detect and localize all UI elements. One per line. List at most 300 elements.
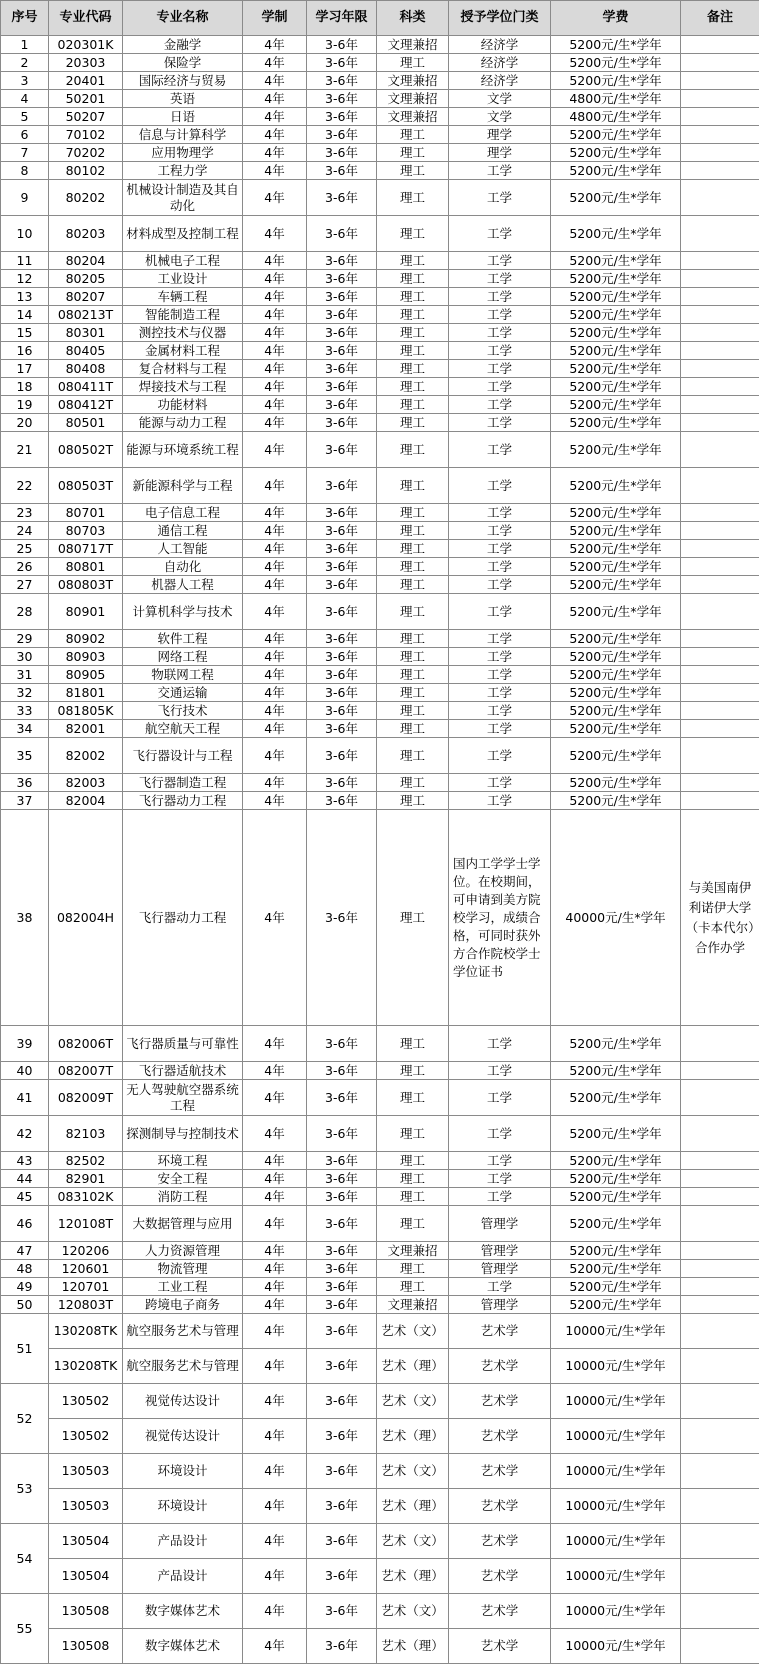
table-row [1, 1594, 759, 1629]
cell-fee: 5200元/生*学年 [551, 522, 681, 540]
cell-length: 4年 [243, 72, 307, 90]
cell-code: 130208TK [49, 1349, 123, 1384]
cell-degree: 工学 [449, 432, 551, 468]
cell-name: 飞行器质量与可靠性 [123, 1026, 243, 1062]
table-row [1, 162, 759, 180]
cell-degree: 工学 [449, 1278, 551, 1296]
cell-name: 飞行器动力工程 [123, 810, 243, 1026]
cell-years: 3-6年 [307, 720, 377, 738]
cell-degree: 工学 [449, 630, 551, 648]
table-row [1, 1296, 759, 1314]
cell-fee: 10000元/生*学年 [551, 1454, 681, 1489]
cell-code: 130502 [49, 1419, 123, 1454]
cell-length: 4年 [243, 1524, 307, 1559]
cell-note [681, 36, 759, 54]
cell-degree: 管理学 [449, 1260, 551, 1278]
cell-years: 3-6年 [307, 522, 377, 540]
cell-years: 3-6年 [307, 1454, 377, 1489]
cell-note [681, 216, 759, 252]
cell-name: 视觉传达设计 [123, 1384, 243, 1419]
cell-category: 艺术（文） [377, 1454, 449, 1489]
cell-years: 3-6年 [307, 774, 377, 792]
cell-code: 20303 [49, 54, 123, 72]
cell-years: 3-6年 [307, 1080, 377, 1116]
cell-fee: 5200元/生*学年 [551, 324, 681, 342]
cell-length: 4年 [243, 414, 307, 432]
cell-index: 25 [1, 540, 49, 558]
cell-degree: 工学 [449, 684, 551, 702]
cell-category: 理工 [377, 720, 449, 738]
table-row [1, 1152, 759, 1170]
cell-years: 3-6年 [307, 1629, 377, 1664]
cell-length: 4年 [243, 288, 307, 306]
cell-length: 4年 [243, 108, 307, 126]
table-row [1, 792, 759, 810]
cell-code: 80202 [49, 180, 123, 216]
cell-code: 50201 [49, 90, 123, 108]
cell-years: 3-6年 [307, 1278, 377, 1296]
cell-code: 020301K [49, 36, 123, 54]
cell-code: 080213T [49, 306, 123, 324]
cell-name: 金融学 [123, 36, 243, 54]
table-row [1, 1188, 759, 1206]
cell-length: 4年 [243, 396, 307, 414]
cell-category: 理工 [377, 1116, 449, 1152]
table-row [1, 252, 759, 270]
cell-code: 130508 [49, 1594, 123, 1629]
table-row [1, 738, 759, 774]
header-index: 序号 [1, 1, 49, 36]
table-row [1, 306, 759, 324]
cell-category: 理工 [377, 180, 449, 216]
cell-years: 3-6年 [307, 216, 377, 252]
cell-index: 7 [1, 144, 49, 162]
table-row [1, 1629, 759, 1664]
cell-category: 理工 [377, 540, 449, 558]
cell-name: 飞行器设计与工程 [123, 738, 243, 774]
cell-code: 080412T [49, 396, 123, 414]
cell-note [681, 504, 759, 522]
cell-fee: 5200元/生*学年 [551, 630, 681, 648]
cell-length: 4年 [243, 1314, 307, 1349]
cell-length: 4年 [243, 1080, 307, 1116]
cell-code: 120701 [49, 1278, 123, 1296]
cell-code: 130504 [49, 1524, 123, 1559]
cell-note [681, 1349, 759, 1384]
cell-fee: 5200元/生*学年 [551, 666, 681, 684]
cell-length: 4年 [243, 144, 307, 162]
cell-note [681, 342, 759, 360]
cell-note [681, 90, 759, 108]
cell-fee: 10000元/生*学年 [551, 1314, 681, 1349]
cell-years: 3-6年 [307, 630, 377, 648]
cell-years: 3-6年 [307, 342, 377, 360]
cell-fee: 5200元/生*学年 [551, 432, 681, 468]
cell-length: 4年 [243, 180, 307, 216]
table-row [1, 216, 759, 252]
cell-degree: 工学 [449, 792, 551, 810]
cell-category: 理工 [377, 432, 449, 468]
table-row [1, 414, 759, 432]
cell-degree: 工学 [449, 360, 551, 378]
cell-index: 51 [1, 1314, 49, 1384]
cell-fee: 5200元/生*学年 [551, 504, 681, 522]
table-row [1, 1349, 759, 1384]
cell-note [681, 1260, 759, 1278]
cell-years: 3-6年 [307, 1170, 377, 1188]
table-row [1, 1559, 759, 1594]
cell-index: 36 [1, 774, 49, 792]
cell-name: 车辆工程 [123, 288, 243, 306]
table-row [1, 288, 759, 306]
cell-length: 4年 [243, 1489, 307, 1524]
cell-note [681, 702, 759, 720]
cell-name: 无人驾驶航空器系统工程 [123, 1080, 243, 1116]
cell-index: 3 [1, 72, 49, 90]
cell-length: 4年 [243, 324, 307, 342]
cell-category: 理工 [377, 594, 449, 630]
cell-name: 物联网工程 [123, 666, 243, 684]
table-row [1, 774, 759, 792]
cell-code: 82502 [49, 1152, 123, 1170]
cell-degree: 工学 [449, 324, 551, 342]
cell-index: 15 [1, 324, 49, 342]
cell-length: 4年 [243, 504, 307, 522]
cell-fee: 5200元/生*学年 [551, 684, 681, 702]
cell-degree: 工学 [449, 252, 551, 270]
cell-name: 智能制造工程 [123, 306, 243, 324]
cell-index: 27 [1, 576, 49, 594]
cell-code: 82002 [49, 738, 123, 774]
cell-fee: 5200元/生*学年 [551, 396, 681, 414]
header-length: 学制 [243, 1, 307, 36]
cell-index: 34 [1, 720, 49, 738]
cell-note [681, 1116, 759, 1152]
cell-name: 跨境电子商务 [123, 1296, 243, 1314]
cell-fee: 5200元/生*学年 [551, 1296, 681, 1314]
cell-years: 3-6年 [307, 558, 377, 576]
cell-category: 理工 [377, 504, 449, 522]
cell-length: 4年 [243, 468, 307, 504]
table-row [1, 270, 759, 288]
cell-category: 艺术（文） [377, 1594, 449, 1629]
cell-length: 4年 [243, 648, 307, 666]
cell-length: 4年 [243, 1152, 307, 1170]
cell-code: 82001 [49, 720, 123, 738]
cell-degree: 工学 [449, 558, 551, 576]
cell-years: 3-6年 [307, 540, 377, 558]
cell-index: 35 [1, 738, 49, 774]
cell-code: 80903 [49, 648, 123, 666]
cell-length: 4年 [243, 378, 307, 396]
cell-fee: 5200元/生*学年 [551, 468, 681, 504]
cell-note [681, 396, 759, 414]
table-row [1, 54, 759, 72]
cell-length: 4年 [243, 252, 307, 270]
cell-index: 33 [1, 702, 49, 720]
cell-index: 52 [1, 1384, 49, 1454]
cell-code: 70202 [49, 144, 123, 162]
cell-index: 20 [1, 414, 49, 432]
cell-fee: 5200元/生*学年 [551, 1278, 681, 1296]
cell-years: 3-6年 [307, 324, 377, 342]
cell-code: 81801 [49, 684, 123, 702]
cell-index: 19 [1, 396, 49, 414]
cell-years: 3-6年 [307, 738, 377, 774]
cell-fee: 5200元/生*学年 [551, 648, 681, 666]
cell-length: 4年 [243, 1188, 307, 1206]
cell-note [681, 324, 759, 342]
cell-index: 18 [1, 378, 49, 396]
cell-fee: 5200元/生*学年 [551, 1206, 681, 1242]
cell-index: 24 [1, 522, 49, 540]
cell-name: 物流管理 [123, 1260, 243, 1278]
cell-name: 能源与环境系统工程 [123, 432, 243, 468]
cell-fee: 5200元/生*学年 [551, 702, 681, 720]
cell-fee: 5200元/生*学年 [551, 1116, 681, 1152]
cell-fee: 5200元/生*学年 [551, 738, 681, 774]
cell-years: 3-6年 [307, 1349, 377, 1384]
table-row [1, 630, 759, 648]
cell-length: 4年 [243, 792, 307, 810]
cell-name: 日语 [123, 108, 243, 126]
cell-category: 理工 [377, 1206, 449, 1242]
cell-note [681, 1026, 759, 1062]
cell-index: 43 [1, 1152, 49, 1170]
cell-note [681, 180, 759, 216]
cell-name: 金属材料工程 [123, 342, 243, 360]
cell-index: 30 [1, 648, 49, 666]
cell-degree: 工学 [449, 522, 551, 540]
cell-fee: 10000元/生*学年 [551, 1384, 681, 1419]
table-row [1, 342, 759, 360]
cell-code: 80703 [49, 522, 123, 540]
cell-code: 70102 [49, 126, 123, 144]
cell-years: 3-6年 [307, 1062, 377, 1080]
cell-note [681, 558, 759, 576]
cell-degree: 艺术学 [449, 1524, 551, 1559]
cell-category: 理工 [377, 126, 449, 144]
cell-index: 31 [1, 666, 49, 684]
cell-name: 人力资源管理 [123, 1242, 243, 1260]
cell-index: 11 [1, 252, 49, 270]
cell-code: 82901 [49, 1170, 123, 1188]
cell-note [681, 738, 759, 774]
cell-category: 文理兼招 [377, 108, 449, 126]
cell-name: 计算机科学与技术 [123, 594, 243, 630]
cell-category: 理工 [377, 576, 449, 594]
cell-length: 4年 [243, 720, 307, 738]
cell-length: 4年 [243, 1349, 307, 1384]
cell-code: 80701 [49, 504, 123, 522]
table-row [1, 180, 759, 216]
cell-note [681, 252, 759, 270]
cell-fee: 10000元/生*学年 [551, 1594, 681, 1629]
cell-code: 120601 [49, 1260, 123, 1278]
cell-degree: 工学 [449, 1116, 551, 1152]
cell-code: 130502 [49, 1384, 123, 1419]
cell-years: 3-6年 [307, 90, 377, 108]
cell-years: 3-6年 [307, 396, 377, 414]
cell-index: 32 [1, 684, 49, 702]
cell-degree: 国内工学学士学位。在校期间，可申请到美方院校学习，成绩合格，可同时获外方合作院校学士学位证书 [449, 810, 551, 1026]
cell-length: 4年 [243, 1170, 307, 1188]
cell-category: 理工 [377, 774, 449, 792]
cell-fee: 5200元/生*学年 [551, 1062, 681, 1080]
cell-name: 环境设计 [123, 1454, 243, 1489]
cell-degree: 工学 [449, 1062, 551, 1080]
table-row [1, 126, 759, 144]
cell-category: 理工 [377, 306, 449, 324]
cell-fee: 5200元/生*学年 [551, 342, 681, 360]
cell-length: 4年 [243, 54, 307, 72]
cell-name: 工业工程 [123, 1278, 243, 1296]
cell-note [681, 1080, 759, 1116]
cell-degree: 艺术学 [449, 1384, 551, 1419]
cell-years: 3-6年 [307, 72, 377, 90]
cell-years: 3-6年 [307, 702, 377, 720]
cell-length: 4年 [243, 702, 307, 720]
cell-fee: 5200元/生*学年 [551, 1260, 681, 1278]
cell-years: 3-6年 [307, 414, 377, 432]
cell-category: 艺术（理） [377, 1419, 449, 1454]
cell-fee: 5200元/生*学年 [551, 1170, 681, 1188]
cell-years: 3-6年 [307, 1419, 377, 1454]
cell-note [681, 72, 759, 90]
cell-name: 信息与计算科学 [123, 126, 243, 144]
cell-category: 艺术（理） [377, 1629, 449, 1664]
cell-category: 理工 [377, 144, 449, 162]
cell-index: 12 [1, 270, 49, 288]
cell-category: 理工 [377, 396, 449, 414]
table-row [1, 1314, 759, 1349]
cell-name: 测控技术与仪器 [123, 324, 243, 342]
cell-degree: 工学 [449, 738, 551, 774]
cell-years: 3-6年 [307, 810, 377, 1026]
cell-code: 82103 [49, 1116, 123, 1152]
table-row [1, 594, 759, 630]
cell-degree: 文学 [449, 108, 551, 126]
table-row [1, 360, 759, 378]
cell-code: 082009T [49, 1080, 123, 1116]
cell-index: 17 [1, 360, 49, 378]
cell-name: 保险学 [123, 54, 243, 72]
cell-years: 3-6年 [307, 1152, 377, 1170]
cell-note: 与美国南伊利诺伊大学（卡本代尔）合作办学 [681, 810, 759, 1026]
cell-length: 4年 [243, 1026, 307, 1062]
cell-note [681, 432, 759, 468]
cell-code: 120206 [49, 1242, 123, 1260]
cell-degree: 理学 [449, 126, 551, 144]
cell-note [681, 288, 759, 306]
table-row [1, 72, 759, 90]
cell-degree: 工学 [449, 216, 551, 252]
table-row [1, 1278, 759, 1296]
cell-code: 081805K [49, 702, 123, 720]
table-row [1, 1489, 759, 1524]
cell-fee: 5200元/生*学年 [551, 180, 681, 216]
cell-note [681, 306, 759, 324]
cell-length: 4年 [243, 90, 307, 108]
cell-note [681, 1384, 759, 1419]
cell-fee: 5200元/生*学年 [551, 306, 681, 324]
table-row [1, 108, 759, 126]
cell-category: 理工 [377, 324, 449, 342]
cell-length: 4年 [243, 666, 307, 684]
cell-name: 机械电子工程 [123, 252, 243, 270]
cell-length: 4年 [243, 1206, 307, 1242]
cell-index: 45 [1, 1188, 49, 1206]
cell-category: 艺术（理） [377, 1559, 449, 1594]
cell-note [681, 378, 759, 396]
cell-code: 80301 [49, 324, 123, 342]
header-name: 专业名称 [123, 1, 243, 36]
cell-name: 飞行器制造工程 [123, 774, 243, 792]
cell-years: 3-6年 [307, 432, 377, 468]
cell-fee: 5200元/生*学年 [551, 720, 681, 738]
cell-index: 28 [1, 594, 49, 630]
cell-index: 48 [1, 1260, 49, 1278]
cell-category: 文理兼招 [377, 1242, 449, 1260]
cell-note [681, 1152, 759, 1170]
cell-category: 艺术（理） [377, 1489, 449, 1524]
cell-fee: 5200元/生*学年 [551, 360, 681, 378]
cell-degree: 工学 [449, 378, 551, 396]
table-row [1, 1206, 759, 1242]
cell-note [681, 144, 759, 162]
table-row [1, 396, 759, 414]
cell-length: 4年 [243, 576, 307, 594]
table-row [1, 1524, 759, 1559]
cell-years: 3-6年 [307, 360, 377, 378]
cell-years: 3-6年 [307, 468, 377, 504]
cell-category: 理工 [377, 342, 449, 360]
cell-code: 80901 [49, 594, 123, 630]
cell-degree: 经济学 [449, 72, 551, 90]
table-row [1, 1454, 759, 1489]
cell-code: 80801 [49, 558, 123, 576]
cell-code: 20401 [49, 72, 123, 90]
cell-name: 交通运输 [123, 684, 243, 702]
table-row [1, 1419, 759, 1454]
cell-years: 3-6年 [307, 1384, 377, 1419]
header-note: 备注 [681, 1, 759, 36]
cell-degree: 经济学 [449, 54, 551, 72]
cell-name: 飞行器动力工程 [123, 792, 243, 810]
table-row [1, 684, 759, 702]
table-row [1, 1026, 759, 1062]
cell-code: 082006T [49, 1026, 123, 1062]
cell-length: 4年 [243, 1260, 307, 1278]
cell-note [681, 108, 759, 126]
cell-note [681, 594, 759, 630]
cell-years: 3-6年 [307, 144, 377, 162]
cell-degree: 艺术学 [449, 1314, 551, 1349]
header-degree: 授予学位门类 [449, 1, 551, 36]
cell-fee: 5200元/生*学年 [551, 72, 681, 90]
cell-years: 3-6年 [307, 54, 377, 72]
cell-years: 3-6年 [307, 306, 377, 324]
cell-name: 英语 [123, 90, 243, 108]
cell-index: 37 [1, 792, 49, 810]
table-row [1, 576, 759, 594]
cell-code: 130504 [49, 1559, 123, 1594]
cell-name: 工业设计 [123, 270, 243, 288]
cell-index: 39 [1, 1026, 49, 1062]
cell-length: 4年 [243, 522, 307, 540]
table-row [1, 540, 759, 558]
cell-length: 4年 [243, 1062, 307, 1080]
